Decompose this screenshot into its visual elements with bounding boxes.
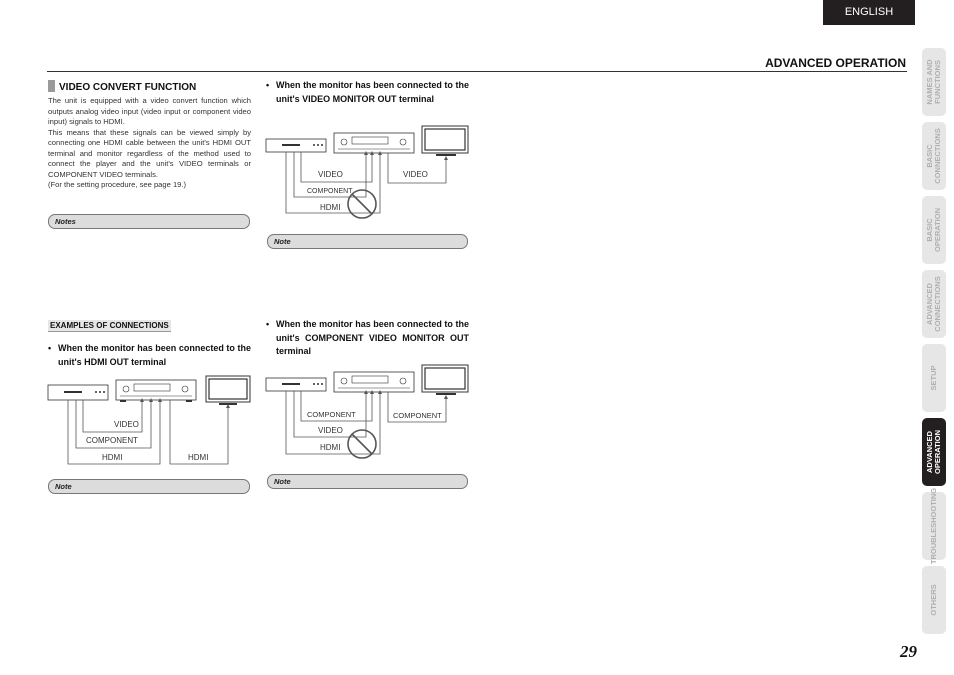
side-tab-advanced-connections[interactable] <box>922 270 946 338</box>
video-convert-heading <box>48 80 196 93</box>
video-convert-body <box>48 96 251 191</box>
label-video: VIDEO <box>114 420 139 429</box>
label-hdmi-right: HDMI <box>188 453 209 462</box>
bullet-component-monitor-out <box>266 318 469 359</box>
bullet-video-monitor-out <box>266 79 469 106</box>
label-hdmi: HDMI <box>320 443 341 452</box>
bullet-dot: • <box>48 343 52 353</box>
body-paragraph: The unit is equipped with a video convert function which outputs analog video input (video input or component video input) signals to HDMI. <box>48 96 251 126</box>
side-tab-basic-connections[interactable] <box>922 122 946 190</box>
side-tab-label: SETUP <box>929 365 938 391</box>
side-tab-troubleshooting[interactable] <box>922 487 946 565</box>
note-label: Note <box>274 237 291 246</box>
examples-heading: EXAMPLES OF CONNECTIONS <box>50 321 169 330</box>
side-tab-others[interactable] <box>922 566 946 634</box>
label-component: COMPONENT <box>86 436 138 445</box>
label-hdmi: HDMI <box>320 203 341 212</box>
side-tab-setup[interactable] <box>922 344 946 412</box>
player-device <box>266 139 326 152</box>
notes-bar <box>48 214 250 229</box>
bullet-text: When the monitor has been connected to the unit's VIDEO MONITOR OUT terminal <box>276 80 469 104</box>
side-tab-label: OTHERS <box>929 584 938 616</box>
side-tab-names-and-functions[interactable] <box>922 48 946 116</box>
player-device <box>48 385 108 400</box>
bullet-text: When the monitor has been connected to the unit's COMPONENT VIDEO MONITOR OUT terminal <box>276 319 469 356</box>
label-component: COMPONENT <box>307 188 353 195</box>
body-paragraph: This means that these signals can be viewed simply by connecting one HDMI cable between the unit's HDMI OUT terminal and monitor regardless of the method used to connect the player and the unit's VIDEO terminals or COMPONENT VIDEO terminals. <box>48 127 251 179</box>
monitor-device <box>422 126 468 156</box>
heading-marker <box>48 80 55 92</box>
diagram-component-monitor-out <box>264 364 474 460</box>
monitor-device <box>422 365 468 395</box>
connection-lines <box>286 152 446 213</box>
video-convert-title: VIDEO CONVERT FUNCTION <box>59 82 197 93</box>
note-label: Note <box>274 477 291 486</box>
body-paragraph: (For the setting procedure, see page 19.) <box>48 180 187 189</box>
label-video-left: VIDEO <box>318 170 343 179</box>
page-number: 29 <box>900 642 917 661</box>
label-video-right: VIDEO <box>403 170 428 179</box>
side-tab-label: BASIC CONNECTIONS <box>925 128 942 184</box>
receiver-device <box>116 380 196 402</box>
side-tab-label: ADVANCED CONNECTIONS <box>925 276 942 332</box>
section-title: ADVANCED OPERATION <box>765 56 906 70</box>
diagram-hdmi-out <box>46 376 256 470</box>
bullet-dot: • <box>266 319 270 329</box>
receiver-device <box>334 133 414 153</box>
side-tab-basic-operation[interactable] <box>922 196 946 264</box>
label-component-right: COMPONENT <box>393 411 442 420</box>
note-bar-video-monitor-out <box>267 234 468 249</box>
bullet-dot: • <box>266 80 270 90</box>
header-rule <box>47 71 907 72</box>
player-device <box>266 378 326 391</box>
connection-lines <box>286 391 446 454</box>
language-tab: ENGLISH <box>823 0 915 25</box>
diagram-video-monitor-out <box>264 125 474 220</box>
side-tab-label: ADVANCED OPERATION <box>925 429 942 475</box>
note-bar-component-monitor-out <box>267 474 468 489</box>
label-hdmi-left: HDMI <box>102 453 123 462</box>
bullet-text: When the monitor has been connected to the unit's HDMI OUT terminal <box>58 343 251 367</box>
receiver-device <box>334 372 414 392</box>
label-component-left: COMPONENT <box>307 410 356 419</box>
note-label: Note <box>55 482 72 491</box>
label-video: VIDEO <box>318 426 343 435</box>
note-bar-hdmi-out <box>48 479 250 494</box>
side-tab-advanced-operation[interactable] <box>922 418 946 486</box>
notes-label: Notes <box>55 217 76 226</box>
side-tab-label: NAMES AND FUNCTIONS <box>925 59 942 105</box>
bullet-hdmi-out <box>48 342 251 369</box>
side-tab-label: BASIC OPERATION <box>925 207 942 253</box>
side-tab-label: TROUBLESHOOTING <box>929 487 938 565</box>
monitor-device <box>206 376 250 405</box>
